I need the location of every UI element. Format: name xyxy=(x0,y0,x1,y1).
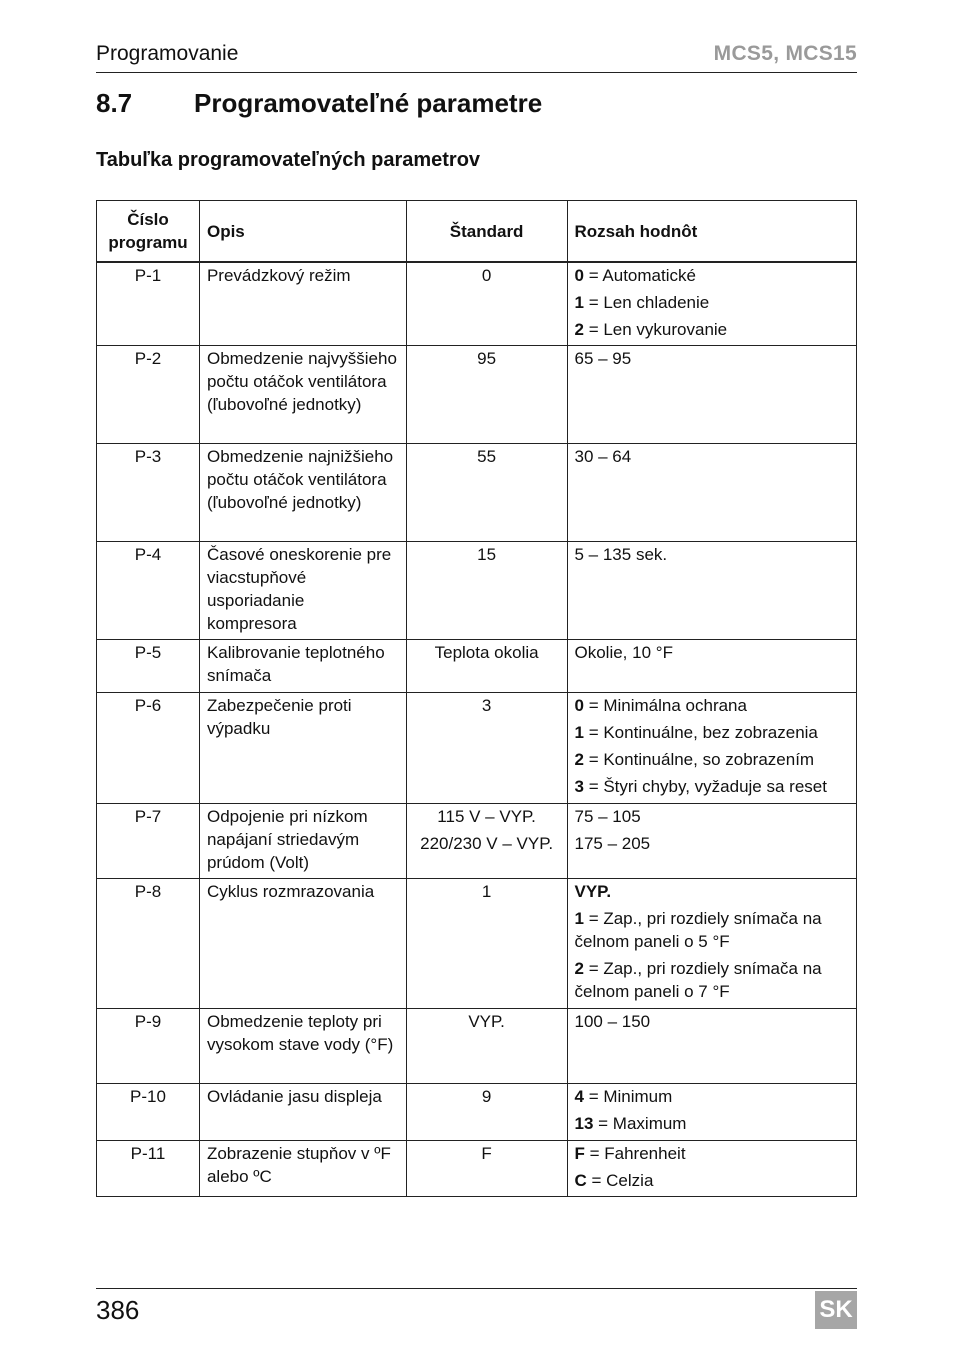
col-header-code: Číslo programu xyxy=(97,201,200,263)
range-line xyxy=(575,957,850,1003)
standard-value: 1 xyxy=(481,882,492,901)
program-code: P-10 xyxy=(130,1087,166,1106)
cell-range xyxy=(567,1009,857,1084)
program-code: P-9 xyxy=(134,1012,162,1031)
range-text: = Kontinuálne, so zobrazením xyxy=(583,750,815,769)
cell-code xyxy=(97,1141,200,1197)
table-row xyxy=(97,693,857,804)
program-code: P-6 xyxy=(134,696,162,715)
cell-standard xyxy=(406,346,567,444)
cell-range xyxy=(567,262,857,346)
cell-standard xyxy=(406,804,567,879)
cell-description xyxy=(199,262,406,346)
program-code: P-3 xyxy=(134,447,162,466)
header-model: MCS5, MCS15 xyxy=(713,42,857,65)
cell-range xyxy=(567,1141,857,1197)
header-section: Programovanie xyxy=(96,42,239,65)
description-text: Ovládanie jasu displeja xyxy=(206,1087,382,1106)
cell-standard xyxy=(406,542,567,640)
range-text: 5 – 135 sek. xyxy=(574,545,668,564)
range-line xyxy=(575,543,850,566)
cell-description xyxy=(199,1141,406,1197)
range-line xyxy=(575,805,850,828)
range-key: F xyxy=(574,1144,585,1163)
range-text: = Maximum xyxy=(593,1114,687,1133)
standard-value: 220/230 V – VYP. xyxy=(420,834,554,853)
parameters-table xyxy=(96,200,857,1197)
range-text: 65 – 95 xyxy=(574,349,632,368)
range-key: 0 xyxy=(574,696,584,715)
range-text: = Zap., pri rozdiely snímača na čelnom paneli o 5 °F xyxy=(574,909,822,951)
range-key: 2 xyxy=(574,959,584,978)
cell-code xyxy=(97,444,200,542)
range-line xyxy=(575,907,850,953)
range-line xyxy=(575,748,850,771)
description-text: Prevádzkový režim xyxy=(206,266,351,285)
range-line xyxy=(575,775,850,798)
standard-value: 15 xyxy=(477,545,497,564)
range-key: 1 xyxy=(574,293,584,312)
range-text: 100 – 150 xyxy=(574,1012,651,1031)
cell-standard xyxy=(406,262,567,346)
cell-description xyxy=(199,640,406,693)
table-header-row xyxy=(97,201,857,263)
cell-code xyxy=(97,804,200,879)
range-text: = Zap., pri rozdiely snímača na čelnom paneli o 7 °F xyxy=(574,959,822,1001)
range-key: 2 xyxy=(574,750,584,769)
range-line xyxy=(575,880,850,903)
cell-range xyxy=(567,542,857,640)
range-text: Okolie, 10 °F xyxy=(574,643,673,662)
cell-range xyxy=(567,879,857,1009)
range-line xyxy=(575,291,850,314)
table-title: Tabuľka programovateľných parametrov xyxy=(96,149,481,171)
page-footer xyxy=(96,1288,857,1333)
range-text: = Automatické xyxy=(583,266,696,285)
range-text: 175 – 205 xyxy=(574,834,651,853)
table-row xyxy=(97,542,857,640)
range-line xyxy=(575,641,850,664)
cell-standard xyxy=(406,1009,567,1084)
range-line xyxy=(575,1085,850,1108)
range-text: = Celzia xyxy=(586,1171,654,1190)
cell-range xyxy=(567,693,857,804)
range-line xyxy=(575,1112,850,1135)
table-row xyxy=(97,1009,857,1084)
cell-range xyxy=(567,1084,857,1141)
description-text: Časové oneskorenie pre viacstupňové usporiadanie kompresora xyxy=(206,545,392,633)
cell-code xyxy=(97,1009,200,1084)
table-row xyxy=(97,1084,857,1141)
section-heading xyxy=(96,88,542,119)
range-text: = Štyri chyby, vyžaduje sa reset xyxy=(583,777,827,796)
range-line xyxy=(575,694,850,717)
range-text: 30 – 64 xyxy=(574,447,632,466)
table-row xyxy=(97,444,857,542)
program-code: P-1 xyxy=(134,266,162,285)
cell-code xyxy=(97,346,200,444)
range-text: = Minimálna ochrana xyxy=(583,696,747,715)
cell-description xyxy=(199,444,406,542)
range-key: C xyxy=(574,1171,587,1190)
section-title: Programovateľné parametre xyxy=(194,88,543,118)
cell-range xyxy=(567,804,857,879)
description-text: Zobrazenie stupňov v ºF alebo ºC xyxy=(206,1144,391,1186)
table-row xyxy=(97,640,857,693)
standard-value: VYP. xyxy=(468,1012,505,1031)
range-key: 3 xyxy=(574,777,584,796)
cell-standard xyxy=(406,879,567,1009)
standard-value: 115 V – VYP. xyxy=(437,807,536,826)
col-header-range: Rozsah hodnôt xyxy=(567,201,857,263)
range-line xyxy=(575,832,850,855)
cell-standard xyxy=(406,640,567,693)
range-line xyxy=(575,721,850,744)
description-text: Obmedzenie najvyššieho počtu otáčok ventilátora (ľubovoľné jednotky) xyxy=(206,349,397,414)
range-line xyxy=(575,1010,850,1033)
cell-range xyxy=(567,444,857,542)
standard-value: 9 xyxy=(481,1087,492,1106)
cell-standard xyxy=(406,1084,567,1141)
cell-description xyxy=(199,542,406,640)
standard-value: 55 xyxy=(477,447,497,466)
cell-description xyxy=(199,1009,406,1084)
cell-code xyxy=(97,640,200,693)
description-text: Kalibrovanie teplotného snímača xyxy=(206,643,385,685)
range-text: = Minimum xyxy=(583,1087,673,1106)
col-header-std: Štandard xyxy=(406,201,567,263)
range-key: 1 xyxy=(574,723,584,742)
range-key: 2 xyxy=(574,320,584,339)
description-text: Cyklus rozmrazovania xyxy=(206,882,375,901)
range-text: = Len vykurovanie xyxy=(583,320,728,339)
range-text: = Fahrenheit xyxy=(584,1144,686,1163)
table-row xyxy=(97,879,857,1009)
table-row xyxy=(97,1141,857,1197)
program-code: P-2 xyxy=(134,349,162,368)
program-code: P-8 xyxy=(134,882,162,901)
standard-value: F xyxy=(481,1144,492,1163)
page-header xyxy=(96,40,857,73)
description-text: Zabezpečenie proti výpadku xyxy=(206,696,352,738)
section-number: 8.7 xyxy=(96,88,133,118)
range-key: 4 xyxy=(574,1087,584,1106)
cell-description xyxy=(199,693,406,804)
cell-standard xyxy=(406,693,567,804)
range-line xyxy=(575,445,850,468)
range-line xyxy=(575,1142,850,1165)
page-number: 386 xyxy=(96,1295,140,1325)
program-code: P-5 xyxy=(134,643,162,662)
standard-value: 0 xyxy=(481,266,492,285)
range-line xyxy=(575,264,850,287)
range-line xyxy=(575,347,850,370)
table-row xyxy=(97,804,857,879)
range-key: VYP. xyxy=(574,882,612,901)
table-row xyxy=(97,262,857,346)
cell-standard xyxy=(406,1141,567,1197)
cell-code xyxy=(97,693,200,804)
range-key: 1 xyxy=(574,909,584,928)
cell-description xyxy=(199,804,406,879)
cell-description xyxy=(199,346,406,444)
range-key: 0 xyxy=(574,266,584,285)
language-badge: SK xyxy=(815,1291,857,1329)
cell-code xyxy=(97,262,200,346)
cell-code xyxy=(97,879,200,1009)
range-line xyxy=(575,318,850,341)
range-text: = Len chladenie xyxy=(583,293,710,312)
range-line xyxy=(575,1169,850,1192)
description-text: Obmedzenie najnižšieho počtu otáčok ventilátora (ľubovoľné jednotky) xyxy=(206,447,394,512)
standard-value: 95 xyxy=(477,349,497,368)
program-code: P-4 xyxy=(134,545,162,564)
table-row xyxy=(97,346,857,444)
cell-range xyxy=(567,346,857,444)
cell-standard xyxy=(406,444,567,542)
standard-value: 3 xyxy=(481,696,492,715)
range-text: 75 – 105 xyxy=(574,807,641,826)
description-text: Odpojenie pri nízkom napájaní striedavým prúdom (Volt) xyxy=(206,807,368,872)
range-key: 13 xyxy=(574,1114,594,1133)
program-code: P-7 xyxy=(134,807,162,826)
description-text: Obmedzenie teploty pri vysokom stave vody (°F) xyxy=(206,1012,394,1054)
col-header-desc: Opis xyxy=(199,201,406,263)
cell-code xyxy=(97,542,200,640)
cell-code xyxy=(97,1084,200,1141)
program-code: P-11 xyxy=(130,1144,166,1163)
cell-description xyxy=(199,879,406,1009)
cell-description xyxy=(199,1084,406,1141)
cell-range xyxy=(567,640,857,693)
range-text: = Kontinuálne, bez zobrazenia xyxy=(583,723,818,742)
standard-value: Teplota okolia xyxy=(434,643,539,662)
